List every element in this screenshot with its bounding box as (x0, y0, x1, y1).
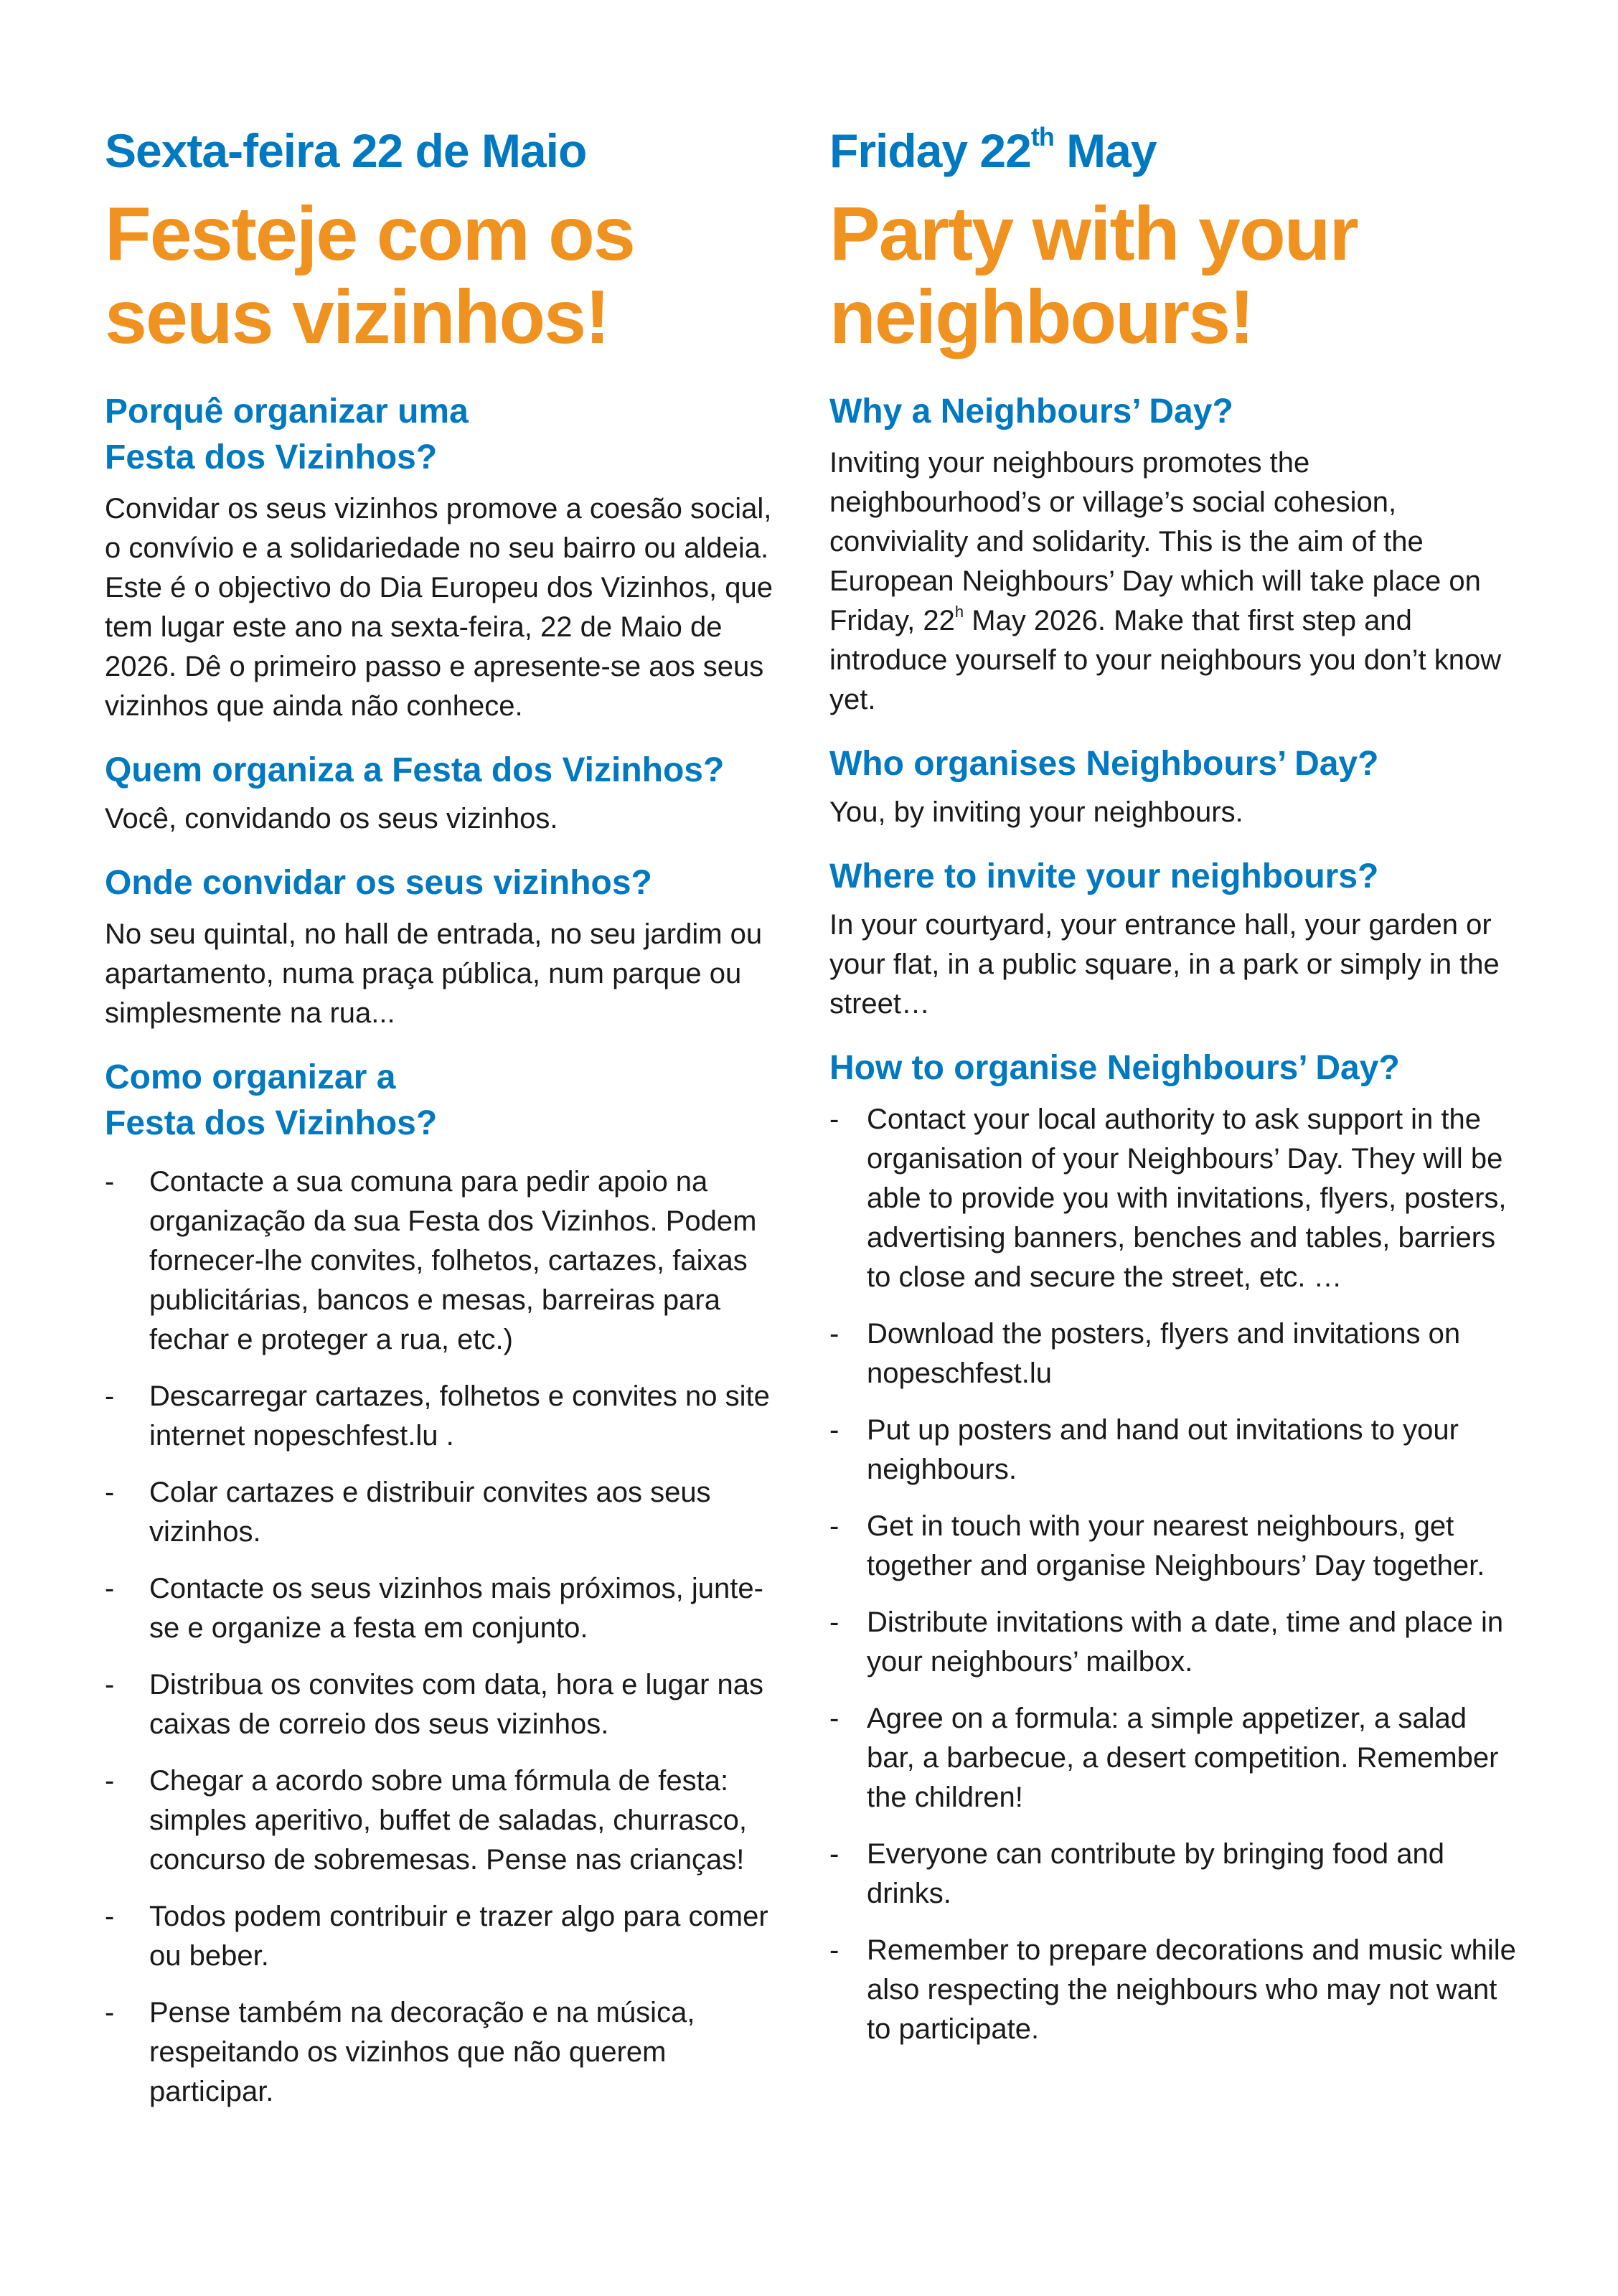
section-where-en (829, 854, 1518, 1024)
list-item-text: Contact your local authority to ask support in the organisation of your Neighbours’ Day. They will be able to provide you with invitations, flyers, posters, advertising banners, benches and tables, barriers to close and secure the street, etc. … (867, 1104, 1507, 1293)
list-item (105, 1897, 794, 1976)
list-item-text: Get in touch with your nearest neighbours, get together and organise Neighbours’ Day together. (867, 1510, 1485, 1581)
section-why-pt (105, 389, 794, 726)
list-item (829, 1603, 1518, 1682)
english-column (829, 122, 1518, 2066)
list-item (105, 1162, 794, 1360)
section-body (829, 443, 1518, 720)
list-item-text: Everyone can contribute by bringing food and drinks. (867, 1838, 1444, 1909)
section-body: No seu quintal, no hall de entrada, no seu jardim ou apartamento, numa praça pública, num parque ou simplesmente na rua... (105, 918, 763, 1029)
how-to-list-en (829, 1100, 1518, 2049)
section-body: You, by inviting your neighbours. (829, 796, 1243, 828)
list-item-text: Remember to prepare decorations and music while also respecting the neighbours who may not want to participate. (867, 1934, 1516, 2045)
bullet-dash-icon: - (105, 1380, 115, 1412)
portuguese-column (105, 122, 794, 2129)
list-item (829, 1931, 1518, 2049)
list-item (105, 1665, 794, 1744)
section-where-pt (105, 860, 794, 1033)
event-date-en (829, 122, 1518, 179)
list-item-text: Download the posters, flyers and invitations on nopeschfest.lu (867, 1318, 1461, 1389)
list-item (105, 1569, 794, 1648)
list-item (105, 1993, 794, 2112)
list-item (105, 1377, 794, 1456)
date-ordinal: th (1030, 122, 1054, 151)
bullet-dash-icon: - (105, 1166, 115, 1198)
section-title (105, 1055, 794, 1147)
list-item-text: Agree on a formula: a simple appetizer, a salad bar, a barbecue, a desert competition. Remember the children! (867, 1703, 1499, 1813)
body-text: May 2026. Make that first step and introduce yourself to your neighbours you don’t know yet. (829, 605, 1502, 715)
section-title: Who organises Neighbours’ Day? (829, 745, 1379, 783)
section-title: Where to invite your neighbours? (829, 857, 1379, 895)
list-item (829, 1100, 1518, 1297)
list-item-text: Put up posters and hand out invitations to your neighbours. (867, 1414, 1459, 1485)
ordinal: h (954, 603, 964, 621)
section-title (105, 389, 794, 481)
section-body: Você, convidando os seus vizinhos. (105, 803, 558, 834)
list-item (105, 1473, 794, 1552)
headline-en (829, 192, 1518, 359)
how-to-list-pt (105, 1162, 794, 2112)
title-line: Porquê organizar uma (105, 392, 469, 430)
section-body: Convidar os seus vizinhos promove a coesão social, o convívio e a solidariedade no seu bairro ou aldeia. Este é o objectivo do Dia Europeu dos Vizinhos, que tem lugar este ano na sexta-feira, 22 de Maio de 2026. Dê o primeiro passo e apresente-se aos seus vizinhos que ainda não conhece. (105, 493, 773, 722)
section-title: Onde convidar os seus vizinhos? (105, 864, 652, 902)
date-text: May (1053, 124, 1157, 177)
section-who-en (829, 741, 1518, 832)
list-item-text: Colar cartazes e distribuir convites aos seus vizinhos. (149, 1477, 711, 1548)
headline-pt (105, 192, 794, 359)
bullet-dash-icon: - (105, 1997, 115, 2028)
event-date-pt: Sexta-feira 22 de Maio (105, 124, 587, 177)
bullet-dash-icon: - (829, 1414, 839, 1446)
list-item-text: Distribute invitations with a date, time and place in your neighbours’ mailbox. (867, 1606, 1504, 1678)
list-item-text: Contacte a sua comuna para pedir apoio na organização da sua Festa dos Vizinhos. Podem fornecer-lhe convites, folhetos, cartazes, faixas publicitárias, bancos e mesas, barreiras para fechar e proteger a rua, etc.) (149, 1166, 757, 1355)
date-text: Friday 22 (829, 124, 1031, 177)
bullet-dash-icon: - (829, 1510, 839, 1542)
section-title: Quem organiza a Festa dos Vizinhos? (105, 751, 725, 789)
section-who-pt (105, 748, 794, 839)
list-item-text: Distribua os convites com data, hora e lugar nas caixas de correio dos seus vizinhos. (149, 1669, 763, 1740)
bullet-dash-icon: - (829, 1934, 839, 1966)
list-item (829, 1411, 1518, 1490)
headline-line: neighbours! (829, 275, 1254, 359)
list-item (829, 1314, 1518, 1393)
section-how-pt (105, 1055, 794, 2112)
bullet-dash-icon: - (105, 1901, 115, 1932)
headline-line: Festeje com os (105, 192, 634, 276)
list-item-text: Todos podem contribuir e trazer algo para comer ou beber. (149, 1901, 768, 1972)
section-body: In your courtyard, your entrance hall, your garden or your flat, in a public square, in a park or simply in the street… (829, 909, 1500, 1020)
bullet-dash-icon: - (105, 1669, 115, 1700)
section-title: Why a Neighbours’ Day? (829, 392, 1233, 430)
list-item (829, 1835, 1518, 1914)
list-item (829, 1507, 1518, 1586)
bullet-dash-icon: - (829, 1104, 839, 1135)
list-item (829, 1699, 1518, 1817)
section-why-en (829, 389, 1518, 720)
title-line: Festa dos Vizinhos? (105, 438, 438, 476)
title-line: Festa dos Vizinhos? (105, 1104, 438, 1142)
section-title: How to organise Neighbours’ Day? (829, 1049, 1400, 1087)
list-item-text: Contacte os seus vizinhos mais próximos, junte-se e organize a festa em conjunto. (149, 1573, 763, 1644)
bullet-dash-icon: - (829, 1606, 839, 1638)
headline-line: Party with your (829, 192, 1358, 276)
bullet-dash-icon: - (829, 1838, 839, 1870)
title-line: Como organizar a (105, 1058, 396, 1096)
list-item-text: Pense também na decoração e na música, respeitando os vizinhos que não querem participar. (149, 1997, 695, 2107)
headline-line: seus vizinhos! (105, 275, 609, 359)
list-item-text: Chegar a acordo sobre uma fórmula de festa: simples aperitivo, buffet de saladas, churrasco, concurso de sobremesas. Pense nas crianças! (149, 1765, 748, 1876)
bullet-dash-icon: - (105, 1765, 115, 1797)
body-text: Inviting your neighbours promotes the neighbourhood’s or village’s social cohesion, conviviality and solidarity. This is the aim of the European Neighbours’ Day which will take place on Friday, 22 (829, 447, 1481, 636)
section-how-en (829, 1045, 1518, 2049)
bullet-dash-icon: - (105, 1477, 115, 1508)
bullet-dash-icon: - (829, 1703, 839, 1734)
list-item-text: Descarregar cartazes, folhetos e convites no site internet nopeschfest.lu . (149, 1380, 770, 1452)
bullet-dash-icon: - (105, 1573, 115, 1604)
list-item (105, 1761, 794, 1880)
bullet-dash-icon: - (829, 1318, 839, 1350)
